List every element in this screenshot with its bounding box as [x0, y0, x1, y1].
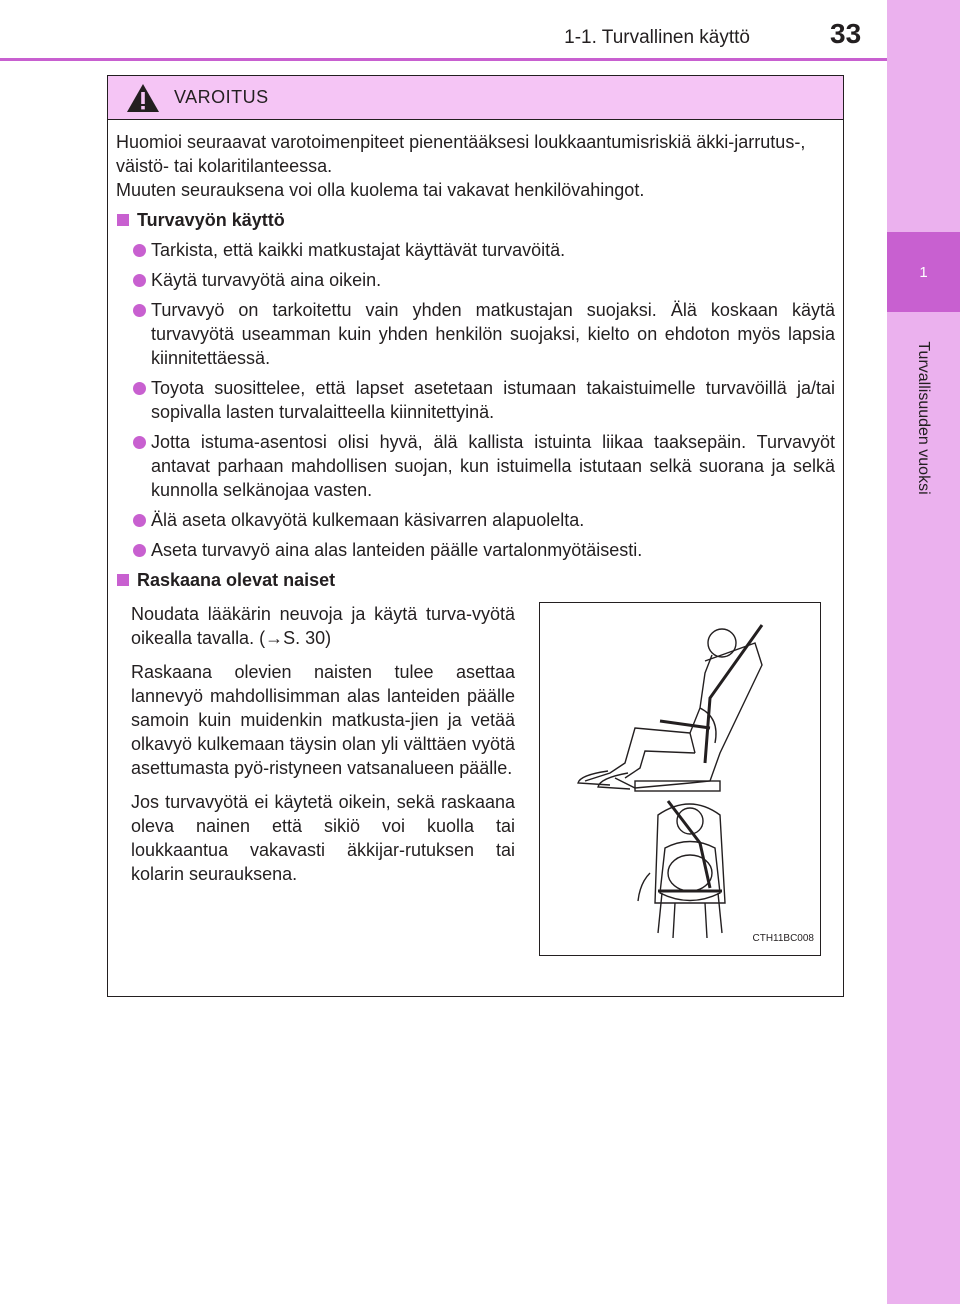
- list-item: [116, 538, 835, 562]
- seatbelt-illustration: [539, 602, 821, 956]
- warning-intro: [116, 130, 835, 202]
- square-bullet-icon: [117, 574, 129, 586]
- pregnant-woman-seatbelt-image: [540, 603, 820, 955]
- bullet-dot-icon: [133, 436, 146, 449]
- seatbelt-list: [116, 238, 835, 562]
- page-number: 33: [830, 18, 862, 49]
- bullet-dot-icon: [133, 382, 146, 395]
- list-item: [116, 298, 835, 370]
- paragraph: Noudata lääkärin neuvoja ja käytä turva-vyötä oikealla tavalla. (→S. 30): [131, 604, 515, 648]
- chapter-number: 1: [887, 232, 960, 312]
- bullet-dot-icon: [133, 244, 146, 257]
- list-item: [116, 376, 835, 424]
- list-item-text: Aseta turvavyö aina alas lanteiden päälle vartalonmyötäisesti.: [151, 540, 643, 560]
- square-bullet-icon: [117, 214, 129, 226]
- pregnant-text: [116, 602, 515, 956]
- side-tab: [887, 0, 960, 1304]
- list-item-text: Tarkista, että kaikki matkustajat käyttävät turvavöitä.: [151, 240, 566, 260]
- warning-header: [108, 76, 843, 120]
- section-heading-text: Turvavyön käyttö: [137, 210, 285, 230]
- intro-line: Muuten seurauksena voi olla kuolema tai vakavat henkilövahingot.: [116, 180, 645, 200]
- header-rule: [0, 58, 887, 61]
- figure-code: CTH11BC008: [752, 933, 814, 944]
- list-item: [116, 430, 835, 502]
- bullet-dot-icon: [133, 304, 146, 317]
- warning-body: [108, 120, 843, 956]
- paragraph: Raskaana olevien naisten tulee asettaa lannevyö mahdollisimman alas lanteiden päälle samoin kuin muidenkin matkusta-jien ja vetää olkavyö kulkemaan täysin olan yli välttäen vyötä asettumasta pyö-ristyneen vatsanalueen päälle.: [131, 662, 515, 778]
- section-heading-seatbelt: [116, 208, 835, 232]
- section-heading-text: Raskaana olevat naiset: [137, 570, 336, 590]
- list-item: [116, 238, 835, 262]
- list-item: [116, 268, 835, 292]
- list-item-text: Jotta istuma-asentosi olisi hyvä, älä kallista istuinta liikaa taaksepäin. Turvavyöt antavat parhaan mahdollisen suojan, kun istuimella istutaan selkä suorana ja selkä kunnolla selkänojaa vasten.: [151, 432, 835, 500]
- list-item-text: Älä aseta olkavyötä kulkemaan käsivarren alapuolelta.: [151, 510, 585, 530]
- warning-triangle-icon: [126, 83, 160, 113]
- list-item-text: Käytä turvavyötä aina oikein.: [151, 270, 382, 290]
- section-heading-pregnant: [116, 568, 835, 592]
- chapter-title: Turvallisuuden vuoksi: [915, 341, 932, 495]
- bullet-dot-icon: [133, 274, 146, 287]
- bullet-dot-icon: [133, 544, 146, 557]
- list-item: [116, 508, 835, 532]
- paragraph: Jos turvavyötä ei käytetä oikein, sekä raskaana oleva nainen että sikiö voi kuolla tai loukkaantua vakavasti äkkijar-rutuksen tai kolarin seurauksena.: [131, 792, 515, 884]
- section-title: 1-1. Turvallinen käyttö: [564, 27, 750, 48]
- list-item-text: Toyota suosittelee, että lapset asetetaan istumaan takaistuimelle turvavöillä ja/tai sopivalla lasten turvalaitteella kiinnitettyinä.: [151, 378, 835, 422]
- intro-line: Huomioi seuraavat varotoimenpiteet pienentääksesi loukkaantumisriskiä äkki-jarrutus-, väistö- tai kolaritilanteessa.: [116, 132, 806, 176]
- warning-box: [107, 75, 844, 997]
- warning-title: VAROITUS: [174, 87, 269, 107]
- bullet-dot-icon: [133, 514, 146, 527]
- pregnant-section: [116, 602, 835, 956]
- list-item-text: Turvavyö on tarkoitettu vain yhden matkustajan suojaksi. Älä koskaan käytä turvavyötä useamman kuin yhden henkilön suojaksi, kielto on ehdoton myös lapsia kiinnitettäessä.: [151, 300, 835, 368]
